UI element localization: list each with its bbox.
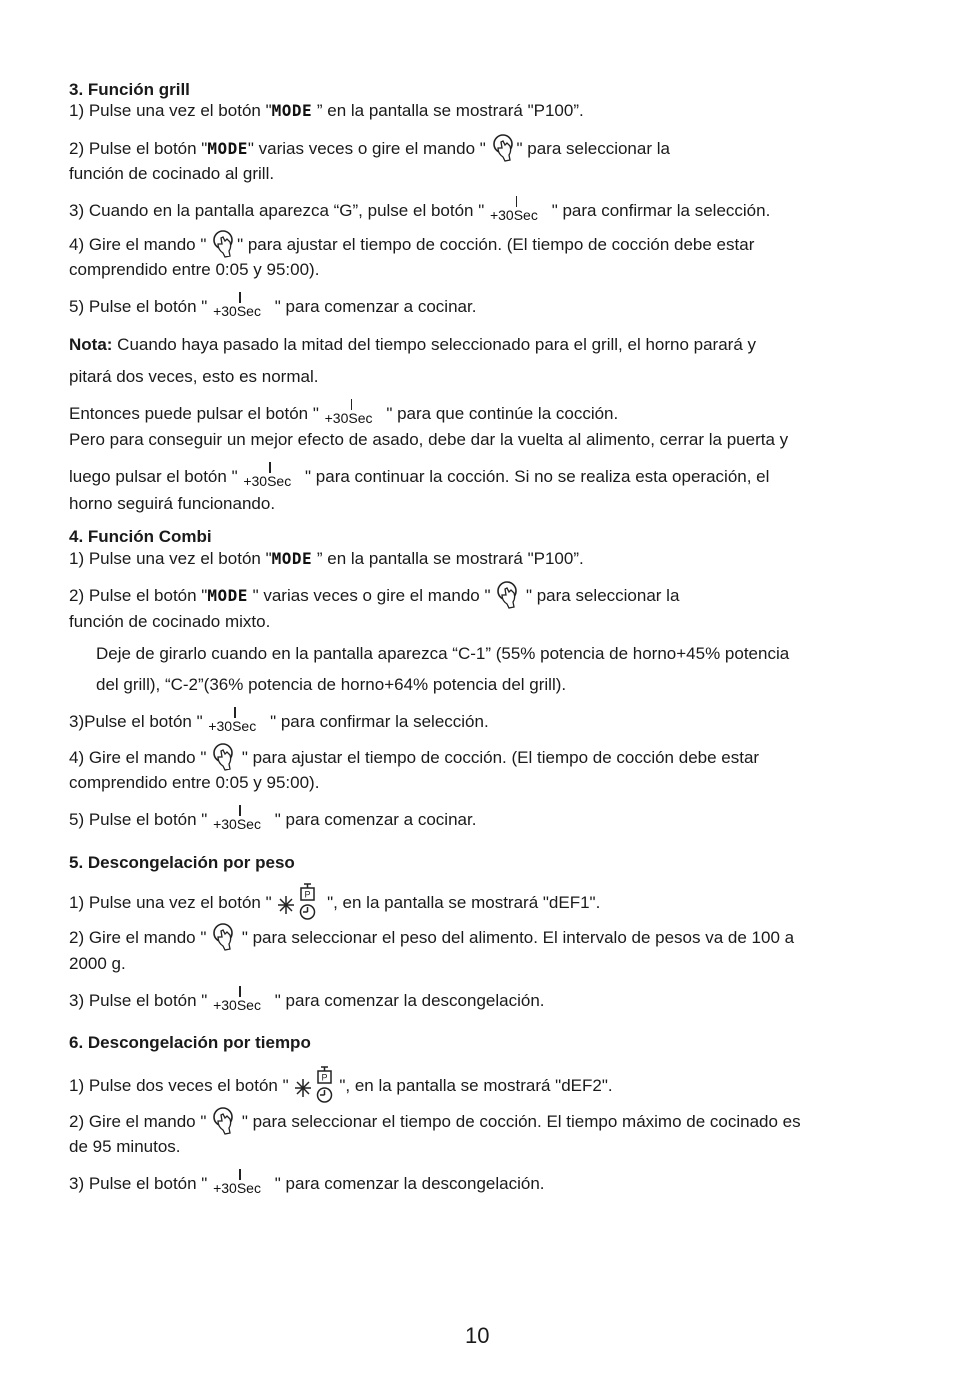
hand-knob-icon <box>211 1106 237 1136</box>
grill-step-4: 4) Gire el mando " " para ajustar el tiempo de cocción. (El tiempo de cocción debe estar <box>69 229 754 259</box>
combi-step-2-note-2: del grill), “C-2”(36% potencia de horno+64% potencia del grill). <box>96 675 567 694</box>
section-grill-title: 3. Función grill <box>69 80 190 99</box>
plus-30-sec-icon: +30Sec <box>207 707 265 733</box>
combi-step-2-cont: función de cocinado mixto. <box>69 612 271 631</box>
grill-step-3: 3) Cuando en la pantalla aparezca “G”, pulse el botón " +30Sec " para confirmar la selección. <box>69 196 770 222</box>
time-step-1: 1) Pulse dos veces el botón " P ", en la pantalla se mostrará "dEF2". <box>69 1065 613 1105</box>
section-time-defrost-title: 6. Descongelación por tiempo <box>69 1033 311 1052</box>
combi-step-4-cont: comprendido entre 0:05 y 95:00). <box>69 773 320 792</box>
section-weight-defrost-title: 5. Descongelación por peso <box>69 853 295 872</box>
combi-step-2-note-1: Deje de girarlo cuando en la pantalla aparezca “C-1” (55% potencia de horno+45% potencia <box>96 644 790 663</box>
hand-knob-icon <box>211 742 237 772</box>
snowflake-weight-clock-icon <box>276 882 322 922</box>
note-line-6: horno seguirá funcionando. <box>69 494 276 513</box>
mode-button-icon: MODE <box>271 549 313 568</box>
hand-knob-icon <box>491 133 517 163</box>
note-label: Nota: <box>69 335 113 354</box>
snowflake-weight-clock-icon <box>293 1065 339 1105</box>
plus-30-sec-icon: +30Sec <box>212 986 270 1012</box>
time-step-3: 3) Pulse el botón " +30Sec " para comenzar la descongelación. <box>69 1169 545 1195</box>
note-line-4: Pero para conseguir un mejor efecto de asado, debe dar la vuelta al alimento, cerrar la puerta y <box>69 430 789 449</box>
grill-step-5: 5) Pulse el botón " +30Sec " para comenzar a cocinar. <box>69 292 476 318</box>
weight-step-2-cont: 2000 g. <box>69 954 126 973</box>
mode-button-icon: MODE <box>207 586 248 605</box>
svg-text:P: P <box>321 1072 328 1083</box>
weight-step-3: 3) Pulse el botón " +30Sec " para comenzar la descongelación. <box>69 986 545 1012</box>
combi-step-2: 2) Pulse el botón "MODE " varias veces o gire el mando " " para seleccionar la <box>69 580 679 610</box>
hand-knob-icon <box>211 922 237 952</box>
plus-30-sec-icon: +30Sec <box>324 399 382 425</box>
note-line-5: luego pulsar el botón " +30Sec " para continuar la cocción. Si no se realiza esta operación, el <box>69 462 769 488</box>
svg-text:P: P <box>304 889 311 900</box>
grill-step-2: 2) Pulse el botón "MODE" varias veces o gire el mando " " para seleccionar la <box>69 133 670 163</box>
plus-30-sec-icon: +30Sec <box>212 805 270 831</box>
weight-step-2: 2) Gire el mando " " para seleccionar el peso del alimento. El intervalo de pesos va de 100 a <box>69 922 794 952</box>
grill-step-2-cont: función de cocinado al grill. <box>69 164 275 183</box>
time-step-2-cont: de 95 minutos. <box>69 1137 181 1156</box>
combi-step-1: 1) Pulse una vez el botón "MODE ” en la pantalla se mostrará "P100”. <box>69 549 584 568</box>
note-line-1: Nota: Cuando haya pasado la mitad del tiempo seleccionado para el grill, el horno parará y <box>69 335 757 354</box>
grill-step-1: 1) Pulse una vez el botón "MODE ” en la pantalla se mostrará "P100”. <box>69 101 584 120</box>
combi-step-4: 4) Gire el mando " " para ajustar el tiempo de cocción. (El tiempo de cocción debe estar <box>69 742 759 772</box>
combi-step-3: 3)Pulse el botón " +30Sec " para confirmar la selección. <box>69 707 489 733</box>
weight-step-1: 1) Pulse una vez el botón " P ", en la pantalla se mostrará "dEF1". <box>69 882 600 922</box>
grill-step-4-cont: comprendido entre 0:05 y 95:00). <box>69 260 320 279</box>
plus-30-sec-icon: +30Sec <box>212 1169 270 1195</box>
hand-knob-icon <box>495 580 521 610</box>
page-number: 10 <box>465 1323 490 1348</box>
mode-button-icon: MODE <box>207 139 248 158</box>
section-combi-title: 4. Función Combi <box>69 527 212 546</box>
note-line-2: pitará dos veces, esto es normal. <box>69 367 319 386</box>
plus-30-sec-icon: +30Sec <box>212 292 270 318</box>
hand-knob-icon <box>211 229 237 259</box>
note-line-3: Entonces puede pulsar el botón " +30Sec " para que continúe la cocción. <box>69 399 618 425</box>
plus-30-sec-icon: +30Sec <box>489 196 547 222</box>
plus-30-sec-icon: +30Sec <box>242 462 300 488</box>
combi-step-5: 5) Pulse el botón " +30Sec " para comenzar a cocinar. <box>69 805 476 831</box>
mode-button-icon: MODE <box>271 101 313 120</box>
time-step-2: 2) Gire el mando " " para seleccionar el tiempo de cocción. El tiempo máximo de cocinado es <box>69 1106 801 1136</box>
